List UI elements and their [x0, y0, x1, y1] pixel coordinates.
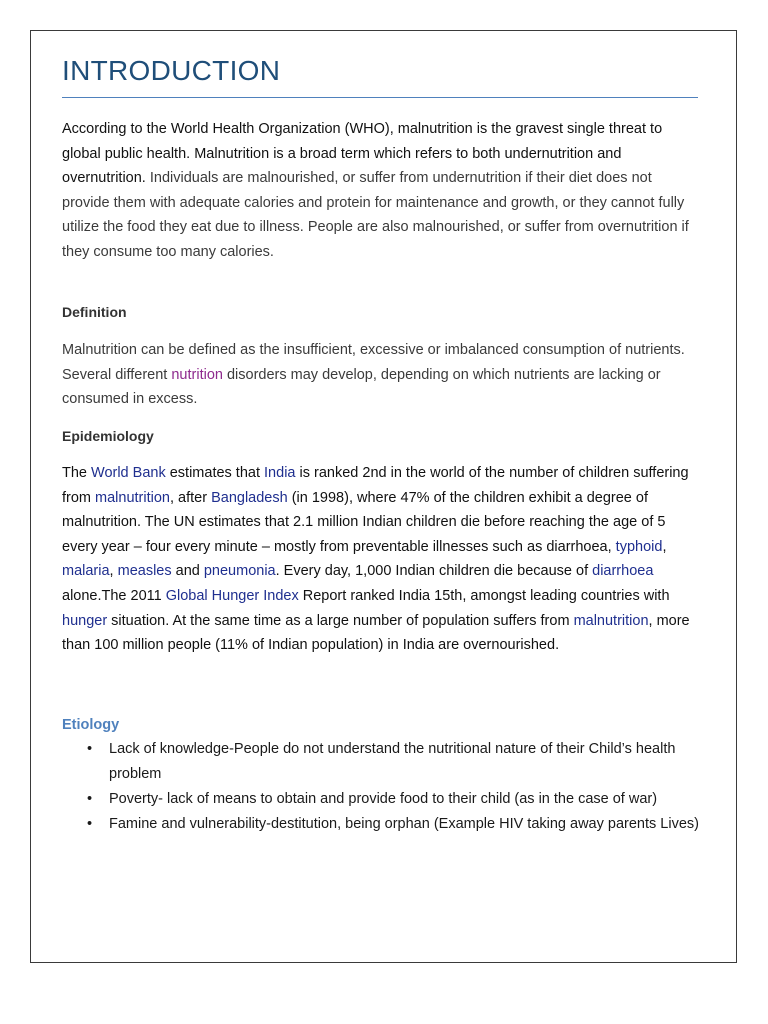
link-measles[interactable]: measles [117, 563, 172, 580]
page-title: INTRODUCTION [62, 55, 281, 86]
link-typhoid[interactable]: typhoid [615, 538, 663, 555]
bullet-icon: • [87, 816, 93, 832]
epidemiology-heading: Epidemiology [62, 428, 154, 444]
link-malnutrition[interactable]: malnutrition [95, 489, 170, 506]
link-world-bank[interactable]: World Bank [91, 465, 166, 481]
etiology-list [62, 737, 702, 837]
list-item: • Lack of knowledge-People do not understand the nutritional nature of their Child’s health problem [62, 737, 702, 787]
link-hunger[interactable]: hunger [62, 612, 108, 629]
list-item: • Poverty- lack of means to obtain and provide food to their child (as in the case of war) [62, 787, 702, 812]
document-page [30, 30, 737, 963]
title-underline [62, 97, 698, 98]
bullet-icon: • [87, 741, 93, 757]
intro-sentence-1: According to the World Health Organization (WHO), malnutrition is the gravest single threat to global public health. [62, 121, 663, 162]
intro-sentence-2: Malnutrition is a broad term which refers to both undernutrition and overnutrition. [62, 145, 622, 187]
link-bangladesh[interactable]: Bangladesh [211, 489, 288, 506]
definition-heading: Definition [62, 304, 127, 320]
link-malaria[interactable]: malaria [62, 563, 110, 580]
link-malnutrition-2[interactable]: malnutrition [573, 612, 649, 629]
definition-paragraph: Malnutrition can be defined as the insufficient, excessive or imbalanced consumption of nutrients. Several different nutrition disorders may develop, depending on which nutrients are lacking or consumed in excess. [62, 342, 685, 408]
link-india[interactable]: India [264, 465, 296, 481]
bullet-icon: • [87, 791, 93, 807]
link-nutrition[interactable]: nutrition [171, 366, 223, 383]
intro-paragraph [62, 117, 702, 265]
intro-sentence-3: Individuals are malnourished, or suffer from undernutrition if their diet does not provide them with adequate calories and protein for maintenance and growth, or they cannot fully utilize the food they eat due to illness. People are also malnourished, or suffer from overnutrition if they consume too many calories. [62, 170, 689, 260]
etiology-heading: Etiology [62, 717, 120, 733]
link-diarrhoea[interactable]: diarrhoea [592, 563, 654, 580]
link-global-hunger-index[interactable]: Global Hunger Index [165, 587, 299, 604]
link-pneumonia[interactable]: pneumonia [203, 563, 276, 580]
epidemiology-paragraph: The World Bank estimates that India is ranked 2nd in the world of the number of children suffering from malnutrition, after Bangladesh (in 1998), where 47% of the children exhibit a degree of malnutrition. The UN estimates that 2.1 million Indian children die before reaching the age of 5 every year – four every minute – mostly from preventable illnesses such as diarrhoea, typhoid, malaria, measles and pneumonia. Every day, 1,000 Indian children die because of diarrhoea alone.The 2011 Global Hunger Index Report ranked India 15th, amongst leading countries with hunger situation. At the same time as a large number of population suffers from malnutrition, more than 100 million people (11% of Indian population) in India are overnourished. [62, 465, 690, 654]
list-item: • Famine and vulnerability-destitution, being orphan (Example HIV taking away parents Lives) [62, 812, 702, 837]
